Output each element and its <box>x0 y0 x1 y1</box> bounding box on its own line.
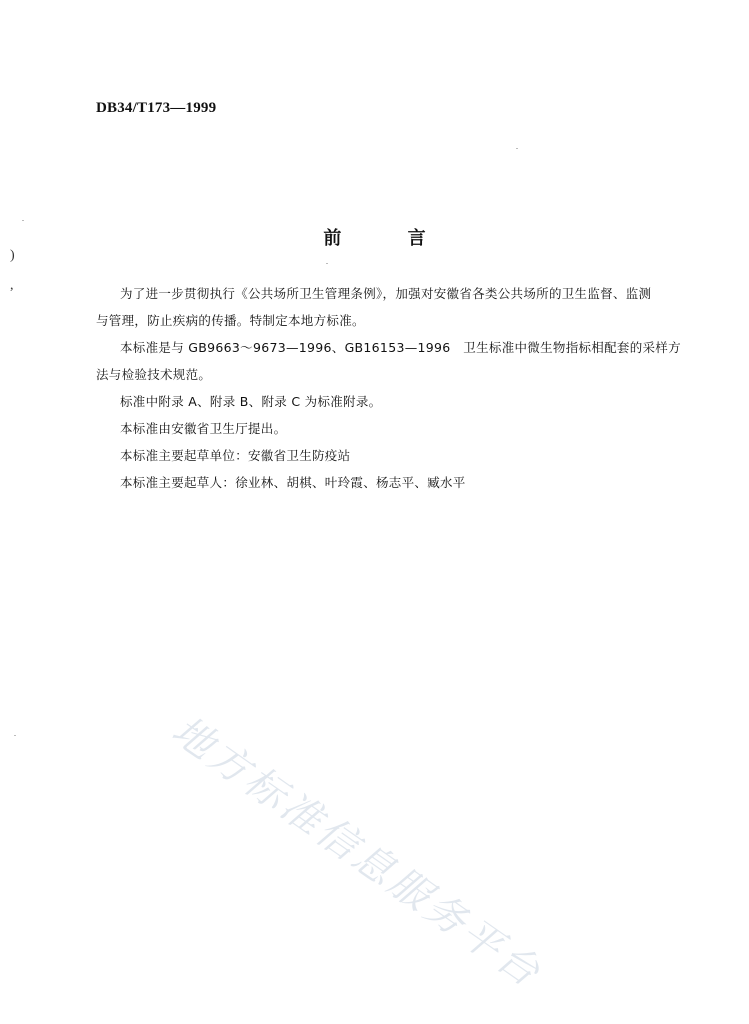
paragraph-line: 与管理，防止疾病的传播。特制定本地方标准。 <box>96 313 365 328</box>
paragraph-line: 本标准主要起草人：徐业林、胡棋、叶玲霞、杨志平、臧水平 <box>120 475 466 490</box>
paragraph-appendix <box>120 388 690 415</box>
paragraph-line: 为了进一步贯彻执行《公共场所卫生管理条例》，加强对安徽省各类公共场所的卫生监督、监测 <box>120 286 652 301</box>
scan-speck <box>326 263 328 264</box>
paragraph-line: 本标准主要起草单位：安徽省卫生防疫站 <box>120 448 351 463</box>
scan-speck <box>22 220 24 221</box>
margin-mark: , <box>10 278 14 293</box>
paragraph-drafters <box>120 469 690 496</box>
paragraph-drafting-unit <box>120 442 690 469</box>
scan-speck <box>14 735 16 736</box>
paragraph-purpose <box>96 280 690 334</box>
watermark: 地方标准信息服务平台 <box>163 707 551 998</box>
page-title: 前 言 <box>323 228 456 249</box>
scan-speck <box>516 148 518 149</box>
margin-mark: ) <box>10 248 15 263</box>
paragraph-line: 法与检验技术规范。 <box>96 367 212 382</box>
paragraph-line: 标准中附录 A、附录 B、附录 C 为标准附录。 <box>120 394 382 409</box>
standard-code: DB34/T173—1999 <box>96 100 217 116</box>
paragraph-line: 本标准是与 GB9663～9673—1996、GB16153—1996 卫生标准中微生物指标相配套的采样方 <box>120 340 681 355</box>
paragraph-relation <box>96 334 690 388</box>
paragraph-proposer <box>120 415 690 442</box>
paragraph-line: 本标准由安徽省卫生厅提出。 <box>120 421 287 436</box>
